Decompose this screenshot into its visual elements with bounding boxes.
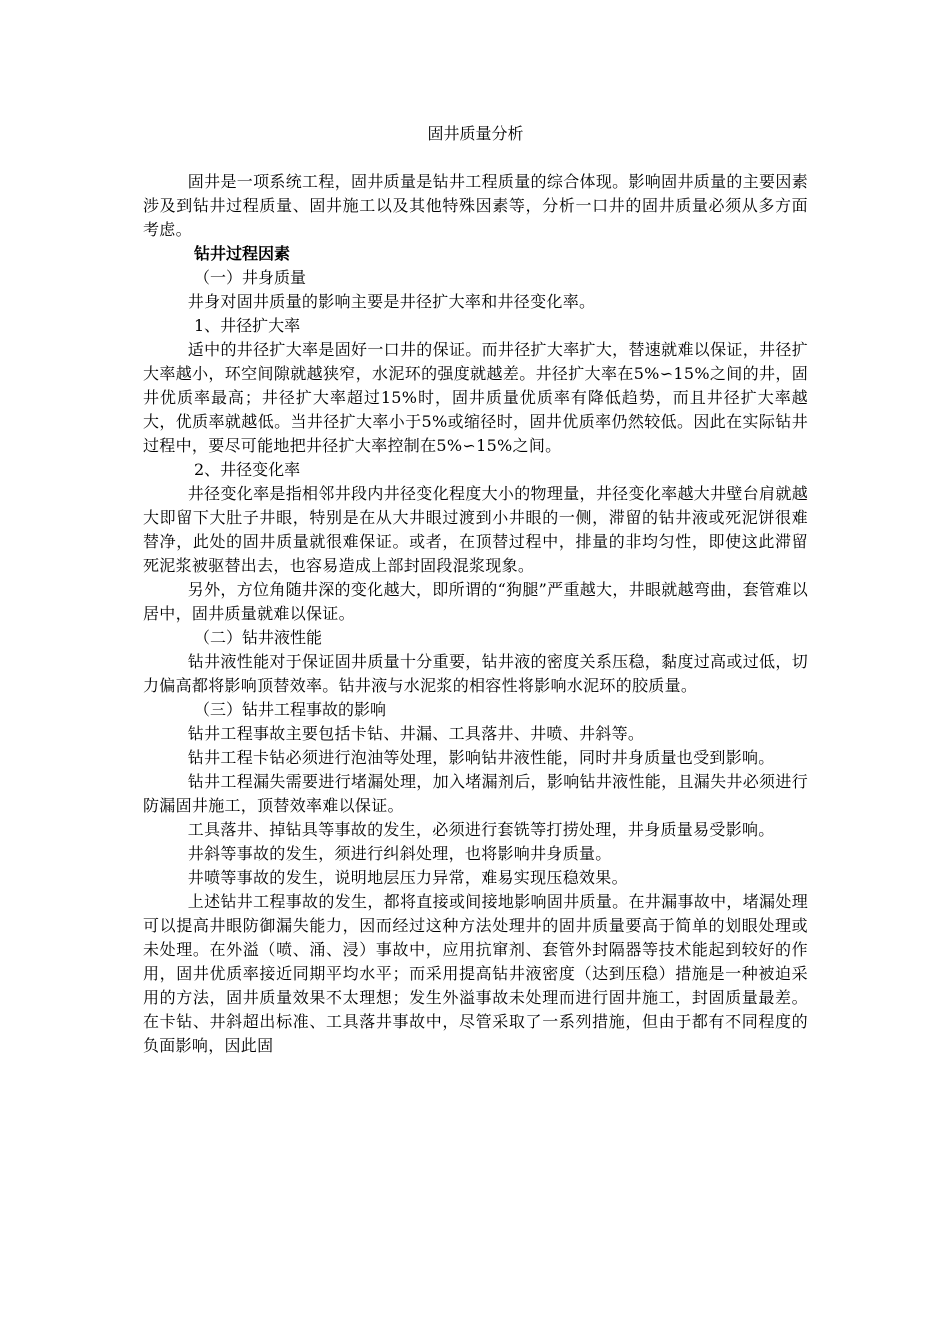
paragraph-drilling-fluid: 钻井液性能对于保证固井质量十分重要，钻井液的密度关系压稳，黏度过高或过低，切力偏高都将影响顶替效率。钻井液与水泥浆的相容性将影响水泥环的胶质量。: [143, 652, 808, 695]
document-page: [143, 122, 808, 1058]
intro-paragraph: 固井是一项系统工程，固井质量是钻井工程质量的综合体现。影响固井质量的主要因素涉及到钻井过程质量、固井施工以及其他特殊因素等，分析一口井的固井质量必须从多方面考虑。: [143, 172, 808, 239]
subheading-accidents: （三）钻井工程事故的影响: [194, 700, 387, 719]
subheading-wellbore-quality: （一）井身质量: [194, 268, 307, 287]
paragraph-dropped-tools: 工具落井、掉钻具等事故的发生，必须进行套铣等打捞处理，井身质量易受影响。: [187, 820, 775, 839]
paragraph-lost-circulation: 钻井工程漏失需要进行堵漏处理，加入堵漏剂后，影响钻井液性能，且漏失井必须进行防漏固井施工，顶替效率难以保证。: [143, 772, 808, 815]
subheading-change-rate: 2、井径变化率: [194, 460, 301, 479]
paragraph-change-rate: 井径变化率是指相邻井段内井径变化程度大小的物理量，井径变化率越大井壁台肩就越大即留下大肚子井眼，特别是在从大井眼过渡到小井眼的一侧，滞留的钻井液或死泥饼很难替净，此处的固井质量就很难保证。或者，在顶替过程中，排量的非均匀性，即使这此滞留死泥浆被驱替出去，也容易造成上部封固段混浆现象。: [143, 484, 808, 575]
subheading-drilling-fluid: （二）钻井液性能: [194, 628, 323, 647]
subheading-enlargement-rate: 1、井径扩大率: [194, 316, 301, 335]
paragraph-wellbore-quality: 井身对固井质量的影响主要是井径扩大率和井径变化率。: [187, 292, 596, 311]
paragraph-accidents-list: 钻井工程事故主要包括卡钻、井漏、工具落井、井喷、井斜等。: [187, 724, 645, 743]
document-title: 固井质量分析: [427, 124, 524, 143]
paragraph-blowout: 井喷等事故的发生，说明地层压力异常，难易实现压稳效果。: [187, 868, 628, 887]
section-heading-drilling-factors: 钻井过程因素: [194, 244, 291, 263]
paragraph-dogleg: 另外，方位角随井深的变化越大，即所谓的“狗腿”严重越大，井眼就越弯曲，套管难以居中，固井质量就难以保证。: [143, 580, 808, 623]
paragraph-deviation: 井斜等事故的发生，须进行纠斜处理，也将影响井身质量。: [187, 844, 612, 863]
paragraph-enlargement-rate: 适中的井径扩大率是固好一口井的保证。而井径扩大率扩大，替速就难以保证，井径扩大率越小，环空间隙就越狭窄，水泥环的强度就越差。井径扩大率在5%∽15%之间的井，固井优质率最高；井径扩大率超过15%时，固井质量优质率有降低趋势，而且井径扩大率越大，优质率就越低。当井径扩大率小于5%或缩径时，固井优质率仍然较低。因此在实际钻井过程中，要尽可能地把井径扩大率控制在5%∽15%之间。: [143, 340, 808, 455]
paragraph-summary: 上述钻井工程事故的发生，都将直接或间接地影响固井质量。在井漏事故中，堵漏处理可以提高井眼防御漏失能力，因而经过这种方法处理井的固井质量要高于简单的划眼处理或未处理。在外溢（喷、涌、浸）事故中，应用抗窜剂、套管外封隔器等技术能起到较好的作用，固井优质率接近同期平均水平；而采用提高钻井液密度（达到压稳）措施是一种被迫采用的方法，固井质量效果不太理想；发生外溢事故未处理而进行固井施工，封固质量最差。在卡钻、井斜超出标准、工具落井事故中，尽管采取了一系列措施，但由于都有不同程度的负面影响，因此固: [143, 892, 808, 1055]
paragraph-stuck-pipe: 钻井工程卡钻必须进行泡油等处理，影响钻井液性能，同时井身质量也受到影响。: [187, 748, 775, 767]
